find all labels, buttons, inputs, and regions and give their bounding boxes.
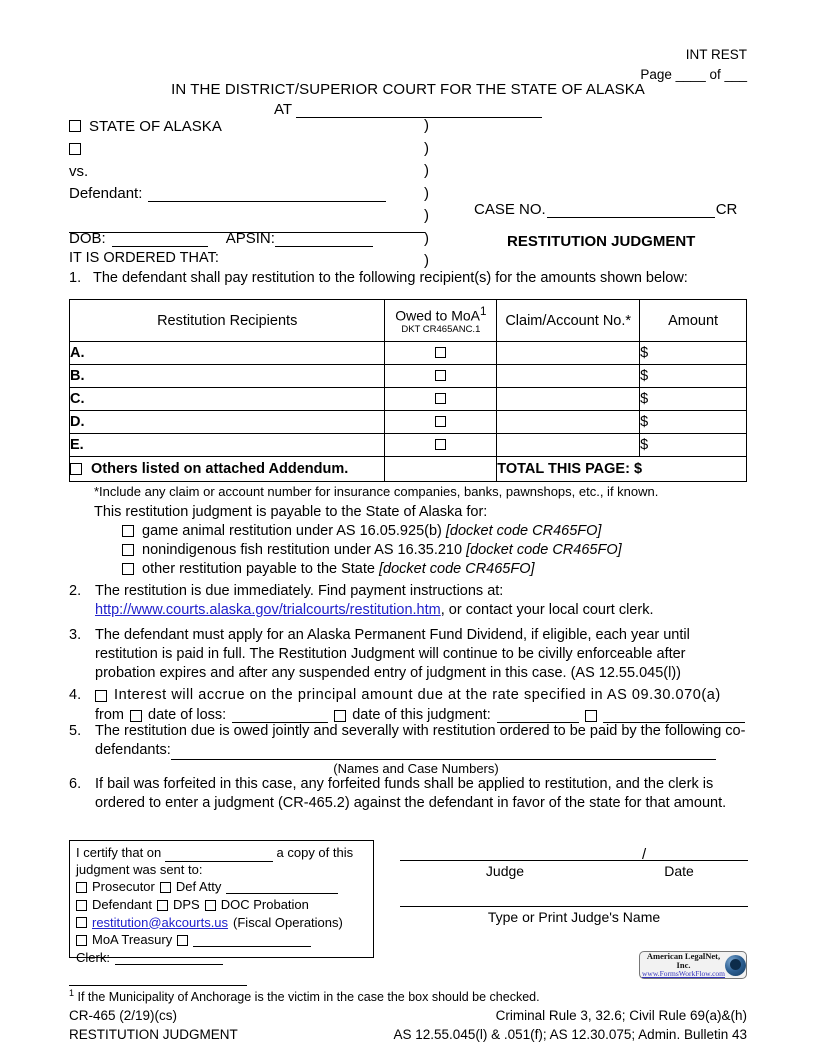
total-spacer-cell [385, 457, 497, 482]
header-claim-account: Claim/Account No.* [497, 300, 640, 342]
row-a-letter: A. [70, 345, 85, 361]
row-d-moa-cell [385, 411, 497, 434]
dob-input[interactable] [112, 231, 208, 247]
caption-row-spacer [69, 205, 429, 228]
row-a-claim-cell[interactable] [497, 342, 640, 365]
row-c-moa-cell [385, 388, 497, 411]
judge-printed-name-block [400, 906, 748, 925]
defendant-checkbox[interactable] [76, 900, 87, 911]
header-owed-to-moa-text: Owed to MoA [395, 307, 481, 324]
other-interest-date-input[interactable] [603, 708, 745, 723]
row-c-amount-cell[interactable] [640, 388, 747, 411]
item-3 [69, 626, 747, 683]
item-2-number: 2. [69, 583, 82, 599]
row-e-moa-checkbox[interactable] [435, 439, 446, 450]
item-2-text-before: The restitution is due immediately. Find payment instructions at: [95, 583, 504, 599]
doc-probation-label: DOC Probation [220, 896, 309, 912]
item-6 [69, 775, 747, 813]
row-d-amount: $ [640, 414, 649, 430]
paren-4: ) [424, 184, 429, 202]
caption-paren-column [424, 115, 429, 273]
judge-printed-name-label: Type or Print Judge's Name [487, 909, 661, 925]
apsin-label: APSIN: [225, 230, 275, 248]
form-code: CR-465 (2/19)(cs) [69, 1008, 178, 1023]
payable-to-state-block [94, 504, 622, 577]
certificate-line-1-after: a copy of this [276, 845, 354, 860]
row-b-letter: B. [70, 368, 85, 384]
table-row [70, 342, 747, 365]
defendant-name-input[interactable] [148, 186, 386, 202]
prosecutor-checkbox[interactable] [76, 882, 87, 893]
moa-treasury-label: MoA Treasury [92, 932, 173, 948]
int-rest-label: INT REST [685, 47, 747, 62]
payable-option-game-animal [122, 523, 622, 539]
row-b-recipient-cell[interactable] [70, 365, 385, 388]
header-amount: Amount [640, 300, 747, 342]
others-addendum-label: Others listed on attached Addendum. [91, 461, 349, 477]
row-a-moa-cell [385, 342, 497, 365]
total-this-page-label: TOTAL THIS PAGE: $ [497, 457, 747, 482]
nonindigenous-fish-label: nonindigenous fish restitution under AS 16.35.210 [142, 542, 467, 558]
judge-label: Judge [485, 863, 525, 879]
item-4 [69, 686, 747, 725]
row-a-amount: $ [640, 345, 649, 361]
page-number-label: Page ____ of ___ [640, 66, 747, 82]
payable-option-nonindigenous-fish [122, 542, 622, 558]
restitution-email-link[interactable]: restitution@akcourts.us [92, 914, 229, 930]
date-of-loss-label: date of loss: [148, 707, 227, 724]
caption-row-dob-apsin [69, 228, 429, 251]
row-d-letter: D. [70, 414, 85, 430]
state-of-alaska-label: STATE OF ALASKA [89, 117, 222, 135]
clerk-label: Clerk: [76, 949, 110, 965]
footnote-rule [69, 985, 247, 986]
table-row [70, 434, 747, 457]
case-number-row [474, 201, 737, 218]
caption-row-state [69, 115, 429, 138]
claim-account-note: *Include any claim or account number for insurance companies, banks, pawnshops, etc., if known. [94, 484, 659, 499]
row-e-amount-cell[interactable] [640, 434, 747, 457]
interest-accrue-checkbox[interactable] [95, 690, 107, 702]
caption-row-other-plaintiff [69, 138, 429, 161]
case-no-suffix: CR [715, 201, 738, 218]
case-number-input[interactable] [547, 202, 715, 218]
date-of-judgment-input[interactable] [497, 708, 579, 723]
game-animal-restitution-checkbox[interactable] [122, 525, 134, 537]
date-of-loss-input[interactable] [232, 708, 328, 723]
legalnet-orb-icon [725, 955, 746, 976]
footer-form-title: RESTITUTION JUDGMENT [69, 1027, 238, 1043]
paren-5: ) [424, 207, 429, 224]
state-of-alaska-checkbox[interactable] [69, 120, 81, 132]
item-1-text: The defendant shall pay restitution to the following recipient(s) for the amounts shown below: [93, 270, 688, 286]
row-e-moa-cell [385, 434, 497, 457]
item-6-number: 6. [69, 776, 82, 792]
caption-row-defendant [69, 183, 429, 206]
restitution-email-checkbox[interactable] [76, 917, 87, 928]
row-e-amount: $ [640, 437, 649, 453]
header-owed-to-moa-footnote-marker: 1 [480, 304, 487, 318]
other-restitution-docket-code: [docket code CR465FO] [378, 561, 535, 577]
row-b-moa-checkbox[interactable] [435, 370, 446, 381]
certificate-row-email [76, 915, 367, 932]
table-header-row [70, 300, 747, 342]
item-1-number: 1. [69, 270, 82, 286]
certificate-row-prosecutor [76, 879, 367, 896]
defendant-label: Defendant: [69, 185, 143, 203]
footer-rules-line-2: AS 12.55.045(l) & .051(f); AS 12.30.075; Admin. Bulletin 43 [393, 1027, 747, 1043]
judge-printed-name-line[interactable] [400, 906, 748, 907]
game-animal-docket-code: [docket code CR465FO] [445, 523, 602, 539]
legalnet-website: www.FormsWorkFlow.com [642, 968, 726, 978]
paren-1: ) [424, 117, 429, 134]
def-atty-checkbox[interactable] [160, 882, 171, 893]
certificate-row-moa-treasury [76, 932, 367, 949]
certificate-line-1-before: I certify that on [76, 845, 162, 860]
certificate-other-checkbox[interactable] [177, 935, 188, 946]
item-2-text-after: , or contact your local court clerk. [440, 602, 654, 619]
dps-label: DPS [173, 896, 200, 912]
vs-label: vs. [69, 162, 89, 180]
date-label: Date [664, 863, 694, 879]
fiscal-operations-label: (Fiscal Operations) [233, 914, 343, 930]
certificate-of-distribution-box [69, 840, 374, 965]
certificate-date-input[interactable] [165, 848, 273, 862]
item-4-number: 4. [69, 687, 82, 703]
american-legalnet-logo [639, 951, 747, 979]
paren-6: ) [424, 229, 429, 247]
at-label: AT [273, 101, 293, 118]
certificate-row-defendant [76, 897, 367, 914]
row-b-amount-cell[interactable] [640, 365, 747, 388]
header-dkt-code: DKT CR465ANC.1 [401, 324, 481, 336]
date-of-loss-checkbox[interactable] [130, 710, 142, 722]
certificate-line-2: judgment was sent to: [76, 861, 203, 877]
item-5 [69, 722, 747, 777]
moa-treasury-checkbox[interactable] [76, 935, 87, 946]
paren-3: ) [424, 162, 429, 179]
restitution-payment-link-part1[interactable]: http://www.courts.alaska.gov/ [95, 602, 283, 619]
co-defendants-input[interactable] [171, 745, 716, 760]
other-plaintiff-checkbox[interactable] [69, 143, 81, 155]
caption-bottom-rule [69, 232, 425, 233]
row-a-amount-cell[interactable] [640, 342, 747, 365]
row-b-claim-cell[interactable] [497, 365, 640, 388]
document-title: RESTITUTION JUDGMENT [507, 233, 696, 250]
table-total-row [70, 457, 747, 482]
row-c-recipient-cell[interactable] [70, 388, 385, 411]
row-a-moa-checkbox[interactable] [435, 347, 446, 358]
def-atty-label: Def Atty [175, 879, 222, 895]
judge-signature-block [400, 846, 748, 879]
certificate-line-1 [76, 845, 367, 862]
judge-signature-line[interactable] [400, 860, 748, 861]
restitution-payment-link-part2[interactable]: trialcourts/restitution.htm [282, 602, 441, 619]
date-of-judgment-label: date of this judgment: [352, 707, 491, 724]
form-header-meta [640, 45, 747, 84]
form-footer [69, 1006, 747, 1044]
defendant-label: Defendant [92, 896, 152, 912]
legalnet-company-name: American LegalNet, Inc. [646, 951, 721, 971]
table-row [70, 388, 747, 411]
payable-intro: This restitution judgment is payable to the State of Alaska for: [94, 504, 488, 520]
row-b-moa-cell [385, 365, 497, 388]
row-d-recipient-cell[interactable] [70, 411, 385, 434]
item-2 [69, 582, 747, 620]
row-e-claim-cell[interactable] [497, 434, 640, 457]
signature-date-slash: / [642, 846, 647, 863]
ordered-heading: IT IS ORDERED THAT: [69, 250, 219, 266]
other-restitution-checkbox[interactable] [122, 563, 134, 575]
item-4-from-label: from [95, 707, 124, 724]
paren-7: ) [424, 252, 429, 269]
others-addendum-checkbox[interactable] [70, 463, 82, 475]
def-atty-input[interactable] [226, 881, 338, 895]
date-of-judgment-checkbox[interactable] [334, 710, 346, 722]
row-d-moa-checkbox[interactable] [435, 416, 446, 427]
table-row [70, 411, 747, 434]
court-title: IN THE DISTRICT/SUPERIOR COURT FOR THE STATE OF ALASKA [171, 81, 645, 98]
nonindigenous-fish-restitution-checkbox[interactable] [122, 544, 134, 556]
row-d-claim-cell[interactable] [497, 411, 640, 434]
nonindigenous-fish-docket-code: [docket code CR465FO] [466, 542, 622, 558]
footnote-marker: 1 [69, 988, 75, 998]
other-restitution-label: other restitution payable to the State [142, 561, 379, 577]
item-5-text: The restitution due is owed jointly and severally with restitution ordered to be paid by the following co-defendants: [95, 723, 746, 759]
table-row [70, 365, 747, 388]
clerk-input[interactable] [115, 951, 223, 965]
row-c-letter: C. [70, 391, 85, 407]
row-a-recipient-cell[interactable] [70, 342, 385, 365]
co-defendants-caption: (Names and Case Numbers) [333, 761, 499, 777]
paren-2: ) [424, 139, 429, 157]
row-c-amount: $ [640, 391, 649, 407]
row-e-letter: E. [70, 437, 84, 453]
game-animal-restitution-label: game animal restitution under AS 16.05.925(b) [142, 523, 446, 539]
dob-label: DOB: [69, 230, 106, 248]
row-c-claim-cell[interactable] [497, 388, 640, 411]
prosecutor-label: Prosecutor [92, 879, 155, 895]
footnote-text [69, 988, 540, 1004]
restitution-recipients-table [69, 299, 747, 482]
item-5-number: 5. [69, 723, 82, 739]
item-4-text: Interest will accrue on the principal amount due at the rate specified in AS 09.30.070(a) [114, 687, 721, 703]
header-recipients: Restitution Recipients [70, 300, 385, 342]
header-owed-to-moa [385, 300, 497, 342]
dps-checkbox[interactable] [157, 900, 168, 911]
row-b-amount: $ [640, 368, 649, 384]
row-c-moa-checkbox[interactable] [435, 393, 446, 404]
caption-row-vs [69, 160, 429, 183]
payable-option-other [122, 561, 622, 577]
other-interest-date-checkbox[interactable] [585, 710, 597, 722]
others-addendum-cell [70, 457, 385, 482]
certificate-row-clerk [76, 950, 367, 967]
item-1 [69, 270, 688, 286]
footer-rules-line-1: Criminal Rule 3, 32.6; Civil Rule 69(a)&(h) [495, 1008, 747, 1023]
row-d-amount-cell[interactable] [640, 411, 747, 434]
row-e-recipient-cell[interactable] [70, 434, 385, 457]
apsin-input[interactable] [275, 231, 373, 247]
case-no-label: CASE NO. [474, 201, 546, 218]
item-3-number: 3. [69, 627, 82, 643]
certificate-other-input[interactable] [193, 934, 311, 948]
item-3-text: The defendant must apply for an Alaska Permanent Fund Dividend, if eligible, each year until restitution is paid in full. The Restitution Judgment will continue to be civilly enforceable after probation expires and after any suspended entry of judgment in this case. (AS 12.55.045(l)) [95, 627, 690, 682]
item-6-text: If bail was forfeited in this case, any forfeited funds shall be applied to restitution, and the clerk is ordered to enter a judgment (CR-465.2) against the defendant in favor of the state for that amount. [95, 776, 727, 812]
doc-probation-checkbox[interactable] [205, 900, 216, 911]
footnote-body: If the Municipality of Anchorage is the victim in the case the box should be checked. [77, 990, 540, 1005]
